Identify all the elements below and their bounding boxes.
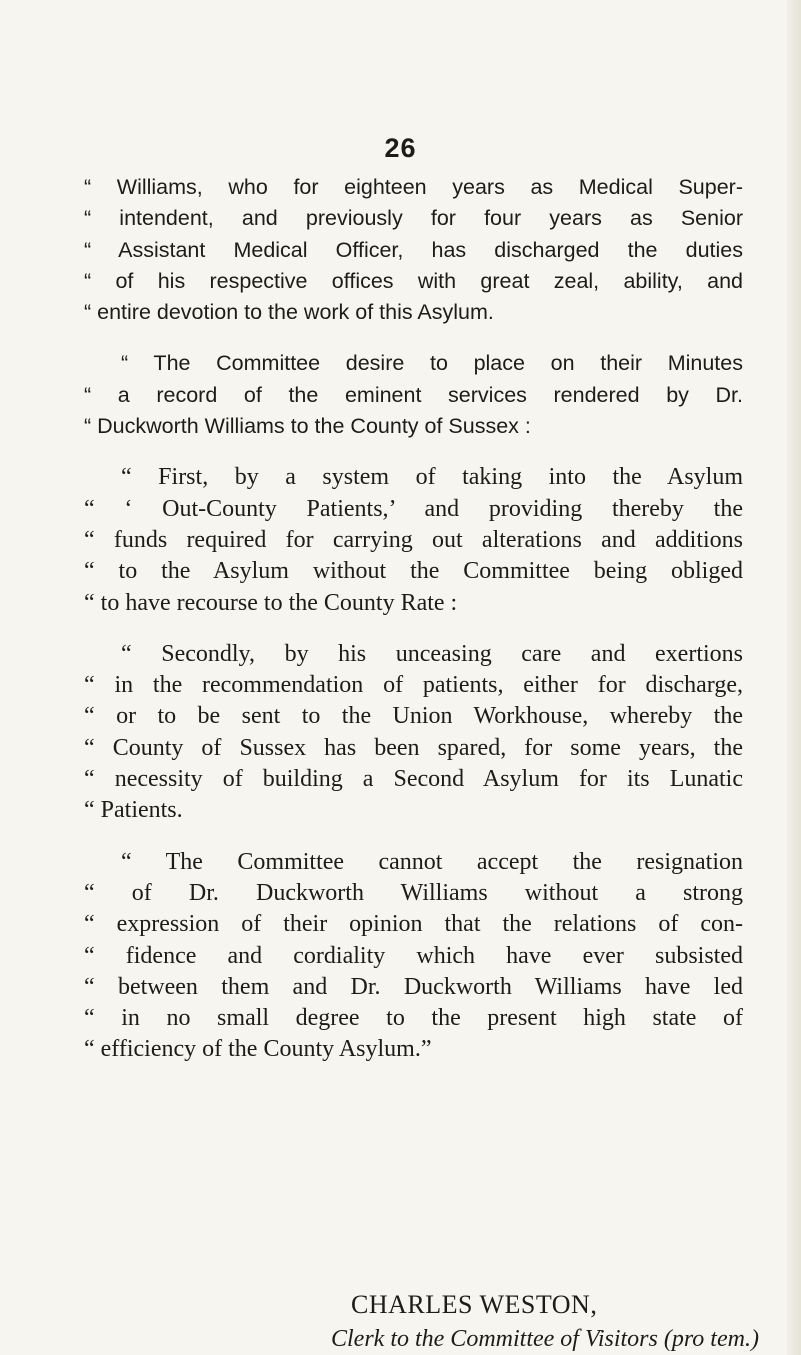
text-line: “ Secondly, by his unceasing care and exertions <box>121 640 743 667</box>
text-line: “ efficiency of the County Asylum.” <box>84 1036 432 1063</box>
text-line: “ in the recommendation of patients, either for discharge, <box>84 672 743 699</box>
text-line: “ a record of the eminent services rendered by Dr. <box>84 382 743 407</box>
paragraph-4 <box>84 639 743 827</box>
text-line: “ The Committee cannot accept the resignation <box>121 848 743 875</box>
text-line: “ fidence and cordiality which have ever subsisted <box>84 942 743 969</box>
text-line: “ Patients. <box>84 797 183 824</box>
signatory-title: Clerk to the Committee of Visitors (pro tem.) <box>331 1326 759 1352</box>
text-line: “ to have recourse to the County Rate : <box>84 589 458 616</box>
text-line: “ of his respective offices with great zeal, ability, and <box>84 268 743 293</box>
paragraph-2 <box>84 348 743 442</box>
paragraph-5 <box>84 847 743 1066</box>
text-line: “ entire devotion to the work of this Asylum. <box>84 300 494 325</box>
text-line: “ ‘ Out-County Patients,’ and providing thereby the <box>84 495 743 522</box>
text-line: “ expression of their opinion that the relations of con- <box>84 911 743 938</box>
signatory-name: CHARLES WESTON, <box>351 1290 598 1319</box>
page-number: 26 <box>384 133 417 163</box>
text-line: “ between them and Dr. Duckworth Williams have led <box>84 973 743 1000</box>
text-line: “ Assistant Medical Officer, has discharged the duties <box>84 237 743 262</box>
text-line: “ Williams, who for eighteen years as Medical Super- <box>84 175 743 199</box>
text-line: “ or to be sent to the Union Workhouse, whereby the <box>84 703 743 730</box>
text-line: “ County of Sussex has been spared, for some years, the <box>84 734 743 761</box>
text-line: “ Duckworth Williams to the County of Sussex : <box>84 414 531 439</box>
text-line: “ The Committee desire to place on their Minutes <box>121 351 743 376</box>
text-line: “ in no small degree to the present high state of <box>84 1005 743 1032</box>
paragraph-3 <box>84 462 743 618</box>
body-text <box>84 172 743 1086</box>
text-line: “ funds required for carrying out alterations and additions <box>84 526 743 553</box>
text-line: “ to the Asylum without the Committee being obliged <box>84 558 743 585</box>
text-line: “ intendent, and previously for four years as Senior <box>84 206 743 231</box>
paragraph-1 <box>84 172 743 328</box>
page-edge <box>787 0 801 1355</box>
text-line: “ necessity of building a Second Asylum for its Lunatic <box>84 766 743 793</box>
text-line: “ of Dr. Duckworth Williams without a strong <box>84 879 743 906</box>
text-line: “ First, by a system of taking into the Asylum <box>121 464 743 491</box>
